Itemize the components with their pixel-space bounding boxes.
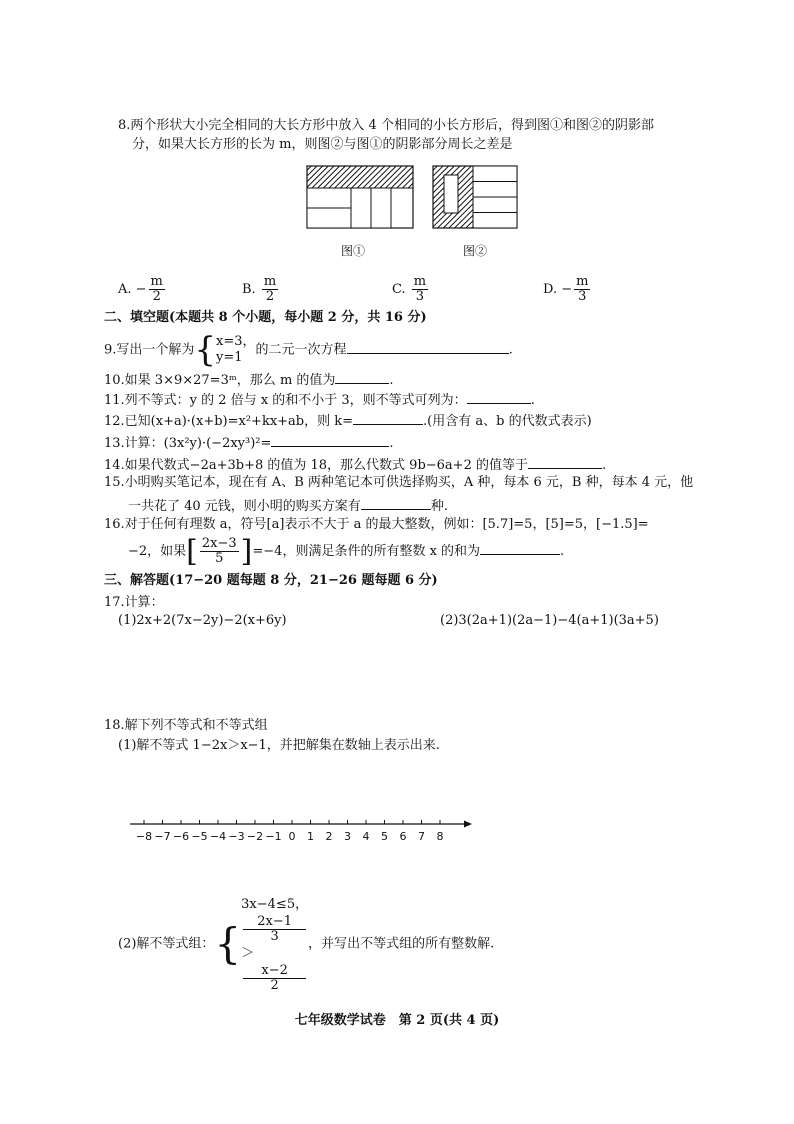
- figure-2-caption: 图②: [463, 244, 488, 258]
- q18-title: 18.解下列不等式和不等式组: [104, 718, 268, 733]
- number-line-label: 2: [325, 830, 333, 843]
- figure-1-caption: 图①: [341, 244, 366, 258]
- q17-title: 17.计算：: [104, 595, 164, 610]
- option-b[interactable]: B. $\frac{m}{2}$: [242, 274, 277, 304]
- number-line-label: 4: [362, 830, 370, 843]
- q15-line1: 15.小明购买笔记本，现在有 A、B 两种笔记本可供选择购买，A 种，每本 6 元，B 种，每本 4 元，他: [104, 475, 694, 490]
- option-a[interactable]: A. − $\frac{m}{2}$: [118, 274, 163, 304]
- option-d[interactable]: D. − $\frac{m}{3}$: [543, 274, 589, 304]
- q11: 11.列不等式：y 的 2 倍与 x 的和不小于 3，则不等式可列为： .: [104, 389, 535, 410]
- q15-line2: 一共花了 40 元钱，则小明的购买方案有 种.: [128, 495, 448, 516]
- q11-answer-blank[interactable]: [467, 389, 531, 404]
- q13: 13.计算：(3x²y)·(−2xy³)²= .: [104, 432, 394, 453]
- number-line-label: −7: [154, 830, 171, 843]
- number-line: [126, 816, 476, 846]
- q16-line2: −2，如果[ $\frac{2x-3}{5}$ ]=−4，则满足条件的所有整数 x 的和为 .: [128, 533, 565, 569]
- number-line-label: 3: [344, 830, 351, 843]
- number-line-label: −1: [265, 830, 282, 843]
- section-3-heading: 三、解答题(17−20 题每题 8 分，21−26 题每题 6 分): [104, 573, 438, 588]
- q10: 10.如果 3×9×27=3ᵐ，那么 m 的值为 .: [104, 369, 394, 390]
- number-line-label: −8: [135, 830, 153, 843]
- q18-part2: (2)解不等式组：{ 3x−4≤5， 2x−1 3 ＞ x−2 2 ，并写出不等式组的所有整数解.: [118, 897, 495, 993]
- number-line-label: 6: [399, 830, 407, 843]
- figure-1-shading: [307, 166, 413, 188]
- number-line-label: 0: [288, 830, 296, 843]
- number-line-label: −5: [191, 830, 208, 843]
- q9: 9.写出一个解为{ x=3， y=1 的二元一次方程 .: [104, 330, 513, 370]
- number-line-label: 7: [418, 830, 425, 843]
- q16-line1: 16.对于任何有理数 a，符号[a]表示不大于 a 的最大整数，例如：[5.7]=5，[5]=5，[−1.5]=: [104, 517, 649, 532]
- section-2-heading: 二、填空题(本题共 8 个小题，每小题 2 分，共 16 分): [104, 310, 427, 325]
- q16-answer-blank[interactable]: [480, 540, 560, 555]
- page-footer: 七年级数学试卷 第 2 页(共 4 页): [294, 1013, 500, 1028]
- option-c[interactable]: C. $\frac{m}{3}$: [392, 274, 427, 304]
- q8-line2: 分，如果大长方形的长为 m，则图②与图①的阴影部分周长之差是: [132, 137, 513, 152]
- q15-answer-blank[interactable]: [361, 495, 431, 510]
- q12-answer-blank[interactable]: [353, 410, 423, 425]
- number-line-label: 5: [381, 830, 388, 843]
- number-line-label: −3: [228, 830, 245, 843]
- q13-answer-blank[interactable]: [271, 432, 389, 447]
- q17-part2: (2)3(2a+1)(2a−1)−4(a+1)(3a+5): [440, 613, 659, 628]
- number-line-label: 8: [436, 830, 444, 843]
- number-line-label: −6: [172, 830, 190, 843]
- q18-part1: (1)解不等式 1−2x＞x−1，并把解集在数轴上表示出来.: [118, 738, 440, 753]
- number-line-label: 1: [307, 830, 314, 843]
- q10-answer-blank[interactable]: [335, 369, 389, 384]
- number-line-label: −4: [209, 830, 227, 843]
- q14: 14.如果代数式−2a+3b+8 的值为 18，那么代数式 9b−6a+2 的值等于 .: [104, 454, 606, 475]
- number-line-arrow: [464, 821, 472, 828]
- q8-line1: 8.两个形状大小完全相同的大长方形中放入 4 个相同的小长方形后，得到图①和图②的阴影部: [118, 118, 654, 133]
- q14-answer-blank[interactable]: [528, 454, 602, 469]
- q9-answer-blank[interactable]: [347, 339, 509, 354]
- figure-2: [432, 165, 518, 229]
- q12: 12.已知(x+a)·(x+b)=x²+kx+ab，则 k= .(用含有 a、b 的代数式表示): [104, 410, 592, 431]
- q17-part1: (1)2x+2(7x−2y)−2(x+6y): [118, 613, 287, 628]
- number-line-label: −2: [246, 830, 264, 843]
- figure-1: [306, 165, 414, 229]
